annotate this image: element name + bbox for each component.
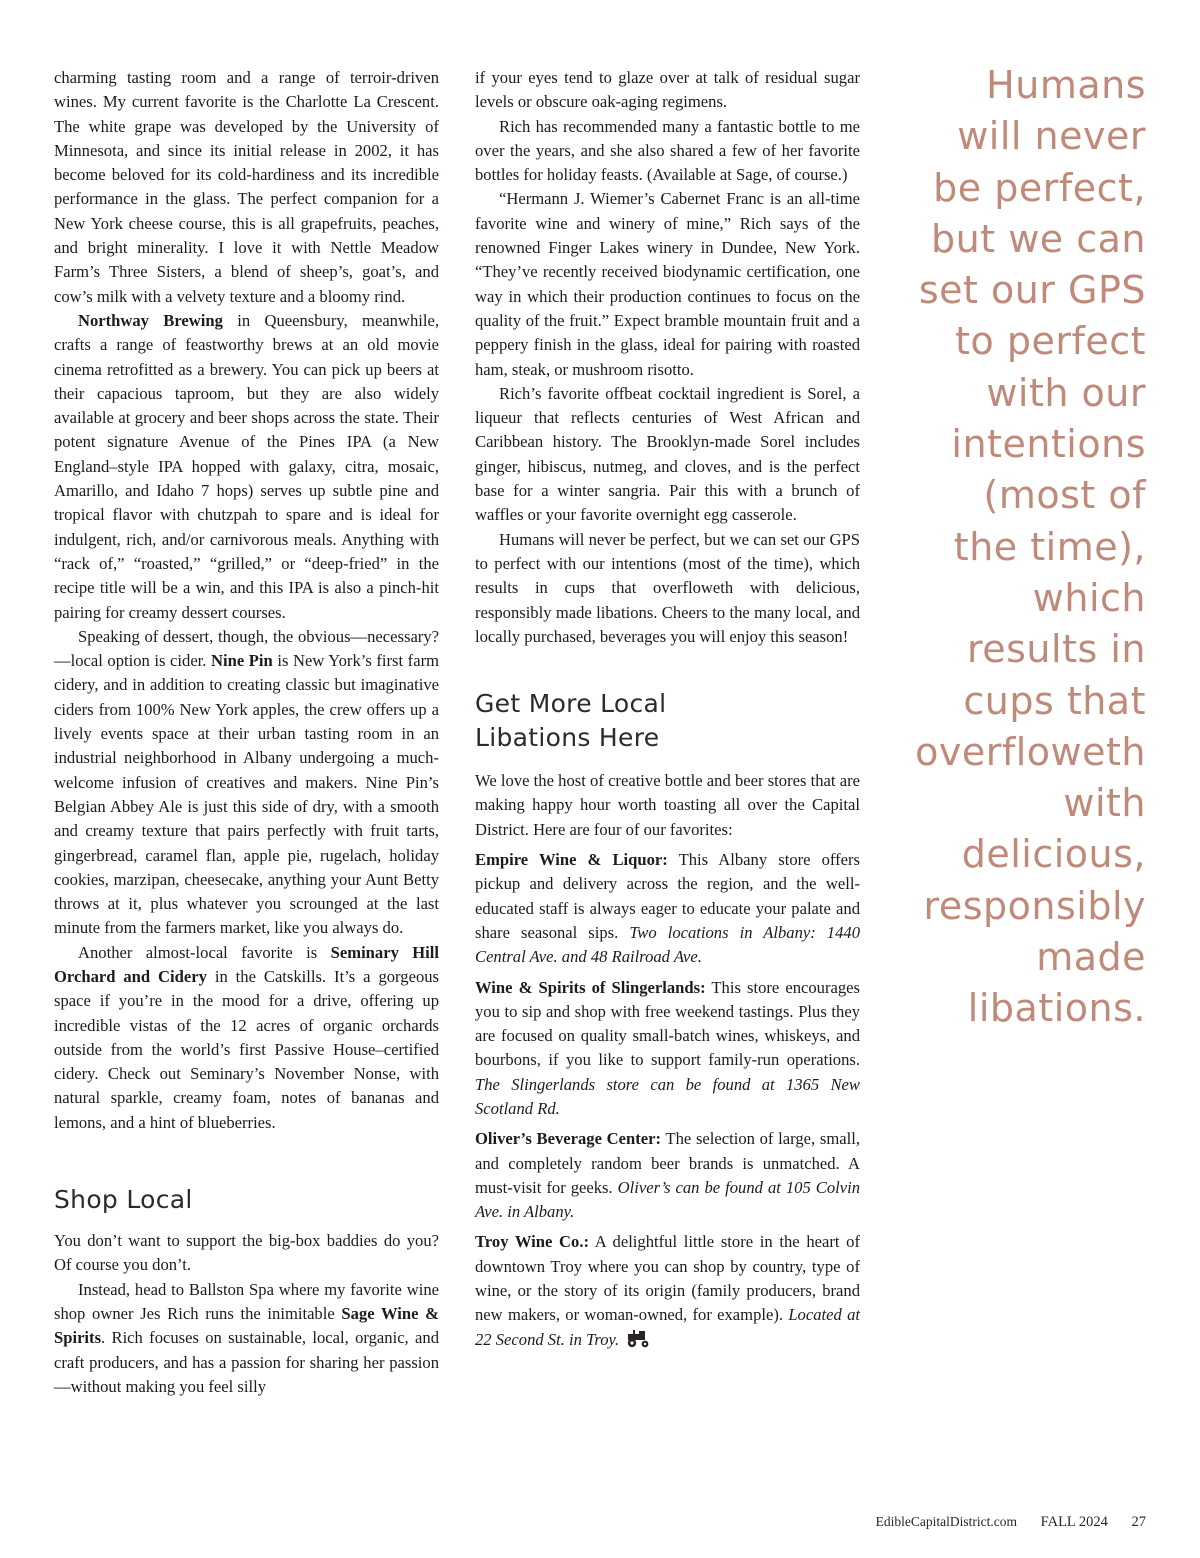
stores-intro: We love the host of creative bottle and beer stores that are making happy hour worth toasting all over the Capital District. Here are four of our favorites: [475,771,860,839]
pull-quote-line: libations. [967,986,1146,1031]
footer-issue: FALL 2024 [1040,1514,1108,1530]
store-name: Oliver’s Beverage Center: [475,1129,662,1149]
body-paragraph: Instead, head to Ballston Spa where my favorite wine shop owner Jes Rich runs the inimitable Sage Wine & Spirits. Rich focuses on sustainable, local, organic, and craft producers, and has a passion for sharing her passion—without making you feel silly [54,1279,439,1396]
section-heading-shop-local: Shop Local [54,1185,193,1215]
store-entry: Oliver’s Beverage Center: The selection of large, small, and completely random beer brands is unmatched. A must-visit for geeks. Oliver’s can be found at 105 Colvin Ave. in Albany. [475,1129,860,1222]
pull-quote [890,60,1146,1035]
pull-quote-line: results in [966,627,1146,672]
pull-quote-line: with [1063,781,1146,826]
store-entry: Troy Wine Co.: A delightful little store in the heart of downtown Troy where you can shop by country, type of wine, or the story of its origin (family producers, brand new makers, or woman-owned, for example). Located at 22 Second St. in Troy. [475,1230,860,1354]
left-column [54,66,439,1399]
body-paragraph: You don’t want to support the big-box baddies do you? Of course you don’t. [54,1231,439,1275]
pull-quote-line: the time), [953,524,1146,569]
page-number: 27 [1131,1514,1146,1530]
business-name: Nine Pin [211,651,273,671]
body-paragraph: Rich’s favorite offbeat cocktail ingredient is Sorel, a liqueur that reflects centuries of West African and Caribbean history. The Brooklyn-made Sorel includes ginger, hibiscus, nutmeg, and cloves, and is the perfect base for a winter sangria. Pair this with a brunch of waffles or your favorite overnight egg casserole. [475,383,860,525]
middle-column [475,66,860,1355]
business-name: Northway Brewing [78,310,223,330]
pull-quote-line: (most of [983,473,1146,518]
store-name: Troy Wine Co.: [475,1232,590,1252]
pull-quote-line: Humans [986,63,1146,107]
body-paragraph: charming tasting room and a range of terroir-driven wines. My current favorite is the Charlotte La Crescent. The white grape was developed by the University of Minnesota, and since its initial release in 2002, it has become beloved for its cold-hardiness and its incredible performance in the glass. The perfect companion for a New York cheese course, this is all grapefruits, peaches, and bright minerality. I love it with Nettle Meadow Farm’s Three Sisters, a blend of sheep’s, goat’s, and cow’s milk with a velvety texture and a bloomy rind. [54,68,439,306]
pull-quote-line: made [1036,935,1146,980]
body-paragraph: Rich has recommended many a fantastic bottle to me over the years, and she also shared a few of her favorite bottles for holiday feasts. (Available at Sage, of course.) [475,116,860,185]
pull-quote-line: with our [986,370,1146,415]
pull-quote-line: which [1032,575,1146,620]
pull-quote-line: set our GPS [918,268,1146,313]
body-paragraph: Humans will never be perfect, but we can set our GPS to perfect with our intentions (most of the time), which results in cups that overfloweth with delicious, responsibly made libations. Cheers to the many local, and locally purchased, beverages you will enjoy this season! [475,529,860,646]
pull-quote-line: to perfect [955,319,1146,364]
store-name: Wine & Spirits of Slingerlands: [475,977,706,997]
business-name: Seminary Hill Orchard and Cidery [54,942,440,986]
body-paragraph: “Hermann J. Wiemer’s Cabernet Franc is an all-time favorite wine and winery of mine,” Rich says of the renowned Finger Lakes winery in Dundee, New York. “They’ve recently received biodynamic certification, one way in which their production continues to focus on the quality of the fruit.” Expect bramble mountain fruit and a peppery finish in the glass, ideal for pairing with roasted ham, steak, or mushroom risotto. [475,189,860,379]
tractor-icon [625,1330,651,1355]
body-paragraph: Another almost-local favorite is Seminary Hill Orchard and Cidery in the Catskills. It’s a gorgeous space if you’re in the mood for a drive, offering up incredible vistas of the 12 acres of organic orchards outside from the world’s first Passive House–certified cidery. Check out Seminary’s November Nonse, with natural sparkle, creamy foam, notes of bananas and lemons, and a hint of blueberries. [54,942,440,1132]
store-location: Located at 22 Second St. in Troy. [475,1305,860,1349]
store-location: Two locations in Albany: 1440 Central Ave. and 48 Railroad Ave. [475,922,860,967]
store-entry: Wine & Spirits of Slingerlands: This store encourages you to sip and shop with free weekend tastings. Plus they are focused on quality small-batch wines, whiskeys, and bourbons, if you like to support family-run operations. The Slingerlands store can be found at 1365 New Scotland Rd. [475,977,860,1118]
pull-quote-line: intentions [951,422,1146,467]
page-footer [700,1514,1146,1531]
business-name: Sage Wine & Spirits [54,1303,439,1348]
section-heading-get-more-local: Get More Local Libations Here [475,689,667,753]
pull-quote-line: responsibly [923,883,1146,928]
store-name: Empire Wine & Liquor: [475,850,668,870]
store-location: The Slingerlands store can be found at 1365 New Scotland Rd. [475,1074,860,1118]
pull-quote-line: cups that [963,678,1146,723]
pull-quote-line: delicious, [961,832,1146,877]
pull-quote-line: overfloweth [915,729,1146,774]
body-paragraph: if your eyes tend to glaze over at talk of residual sugar levels or obscure oak-aging regimens. [475,68,860,112]
pull-quote-line: but we can [931,216,1146,261]
body-paragraph: Speaking of dessert, though, the obvious—necessary?—local option is cider. Nine Pin is New York’s first farm cidery, and in addition to creating classic but imaginative ciders from 100% New York apples, the crew offers up a lively events space at their urban tasting room in an industrial neighborhood in Albany undergoing a much-welcome infusion of creatives and makers. Nine Pin’s Belgian Abbey Ale is just this side of dry, with a smooth and creamy texture that pairs perfectly with fruit tarts, gingerbread, caramel flan, apple pie, rugelach, holiday cookies, marzipan, cheesecake, anything your Aunt Betty throws at it, plus whatever you scrounged at the last minute from the farmers market, like you always do. [54,626,440,938]
footer-website: EdibleCapitalDistrict.com [875,1514,1017,1529]
pull-quote-line: will never [957,114,1146,159]
store-entry: Empire Wine & Liquor: This Albany store offers pickup and delivery across the region, and the well-educated staff is always eager to educate your palate and share seasonal sips. Two locations in Albany: 1440 Central Ave. and 48 Railroad Ave. [475,850,860,967]
pull-quote-line: be perfect, [933,165,1146,210]
store-location: Oliver’s can be found at 105 Colvin Ave. in Albany. [475,1177,860,1222]
body-paragraph: Northway Brewing in Queensbury, meanwhile, crafts a range of feastworthy brews at an old movie cinema retrofitted as a brewery. You can pick up beers at their capacious taproom, but they are also widely available at grocery and beer shops across the state. Their potent signature Avenue of the Pines IPA (a New England–style IPA hopped with galaxy, citra, mosaic, Amarillo, and Idaho 7 hops) serves up subtle pine and tropical flavor with chutzpah to spare and is ideal for indulgent, rich, and/or carnivorous meals. Anything with “rack of,” “roasted,” “grilled,” or “deep-fried” in the recipe title will be a win, and this IPA is also a pinch-hit pairing for creamy dessert courses. [54,310,439,622]
